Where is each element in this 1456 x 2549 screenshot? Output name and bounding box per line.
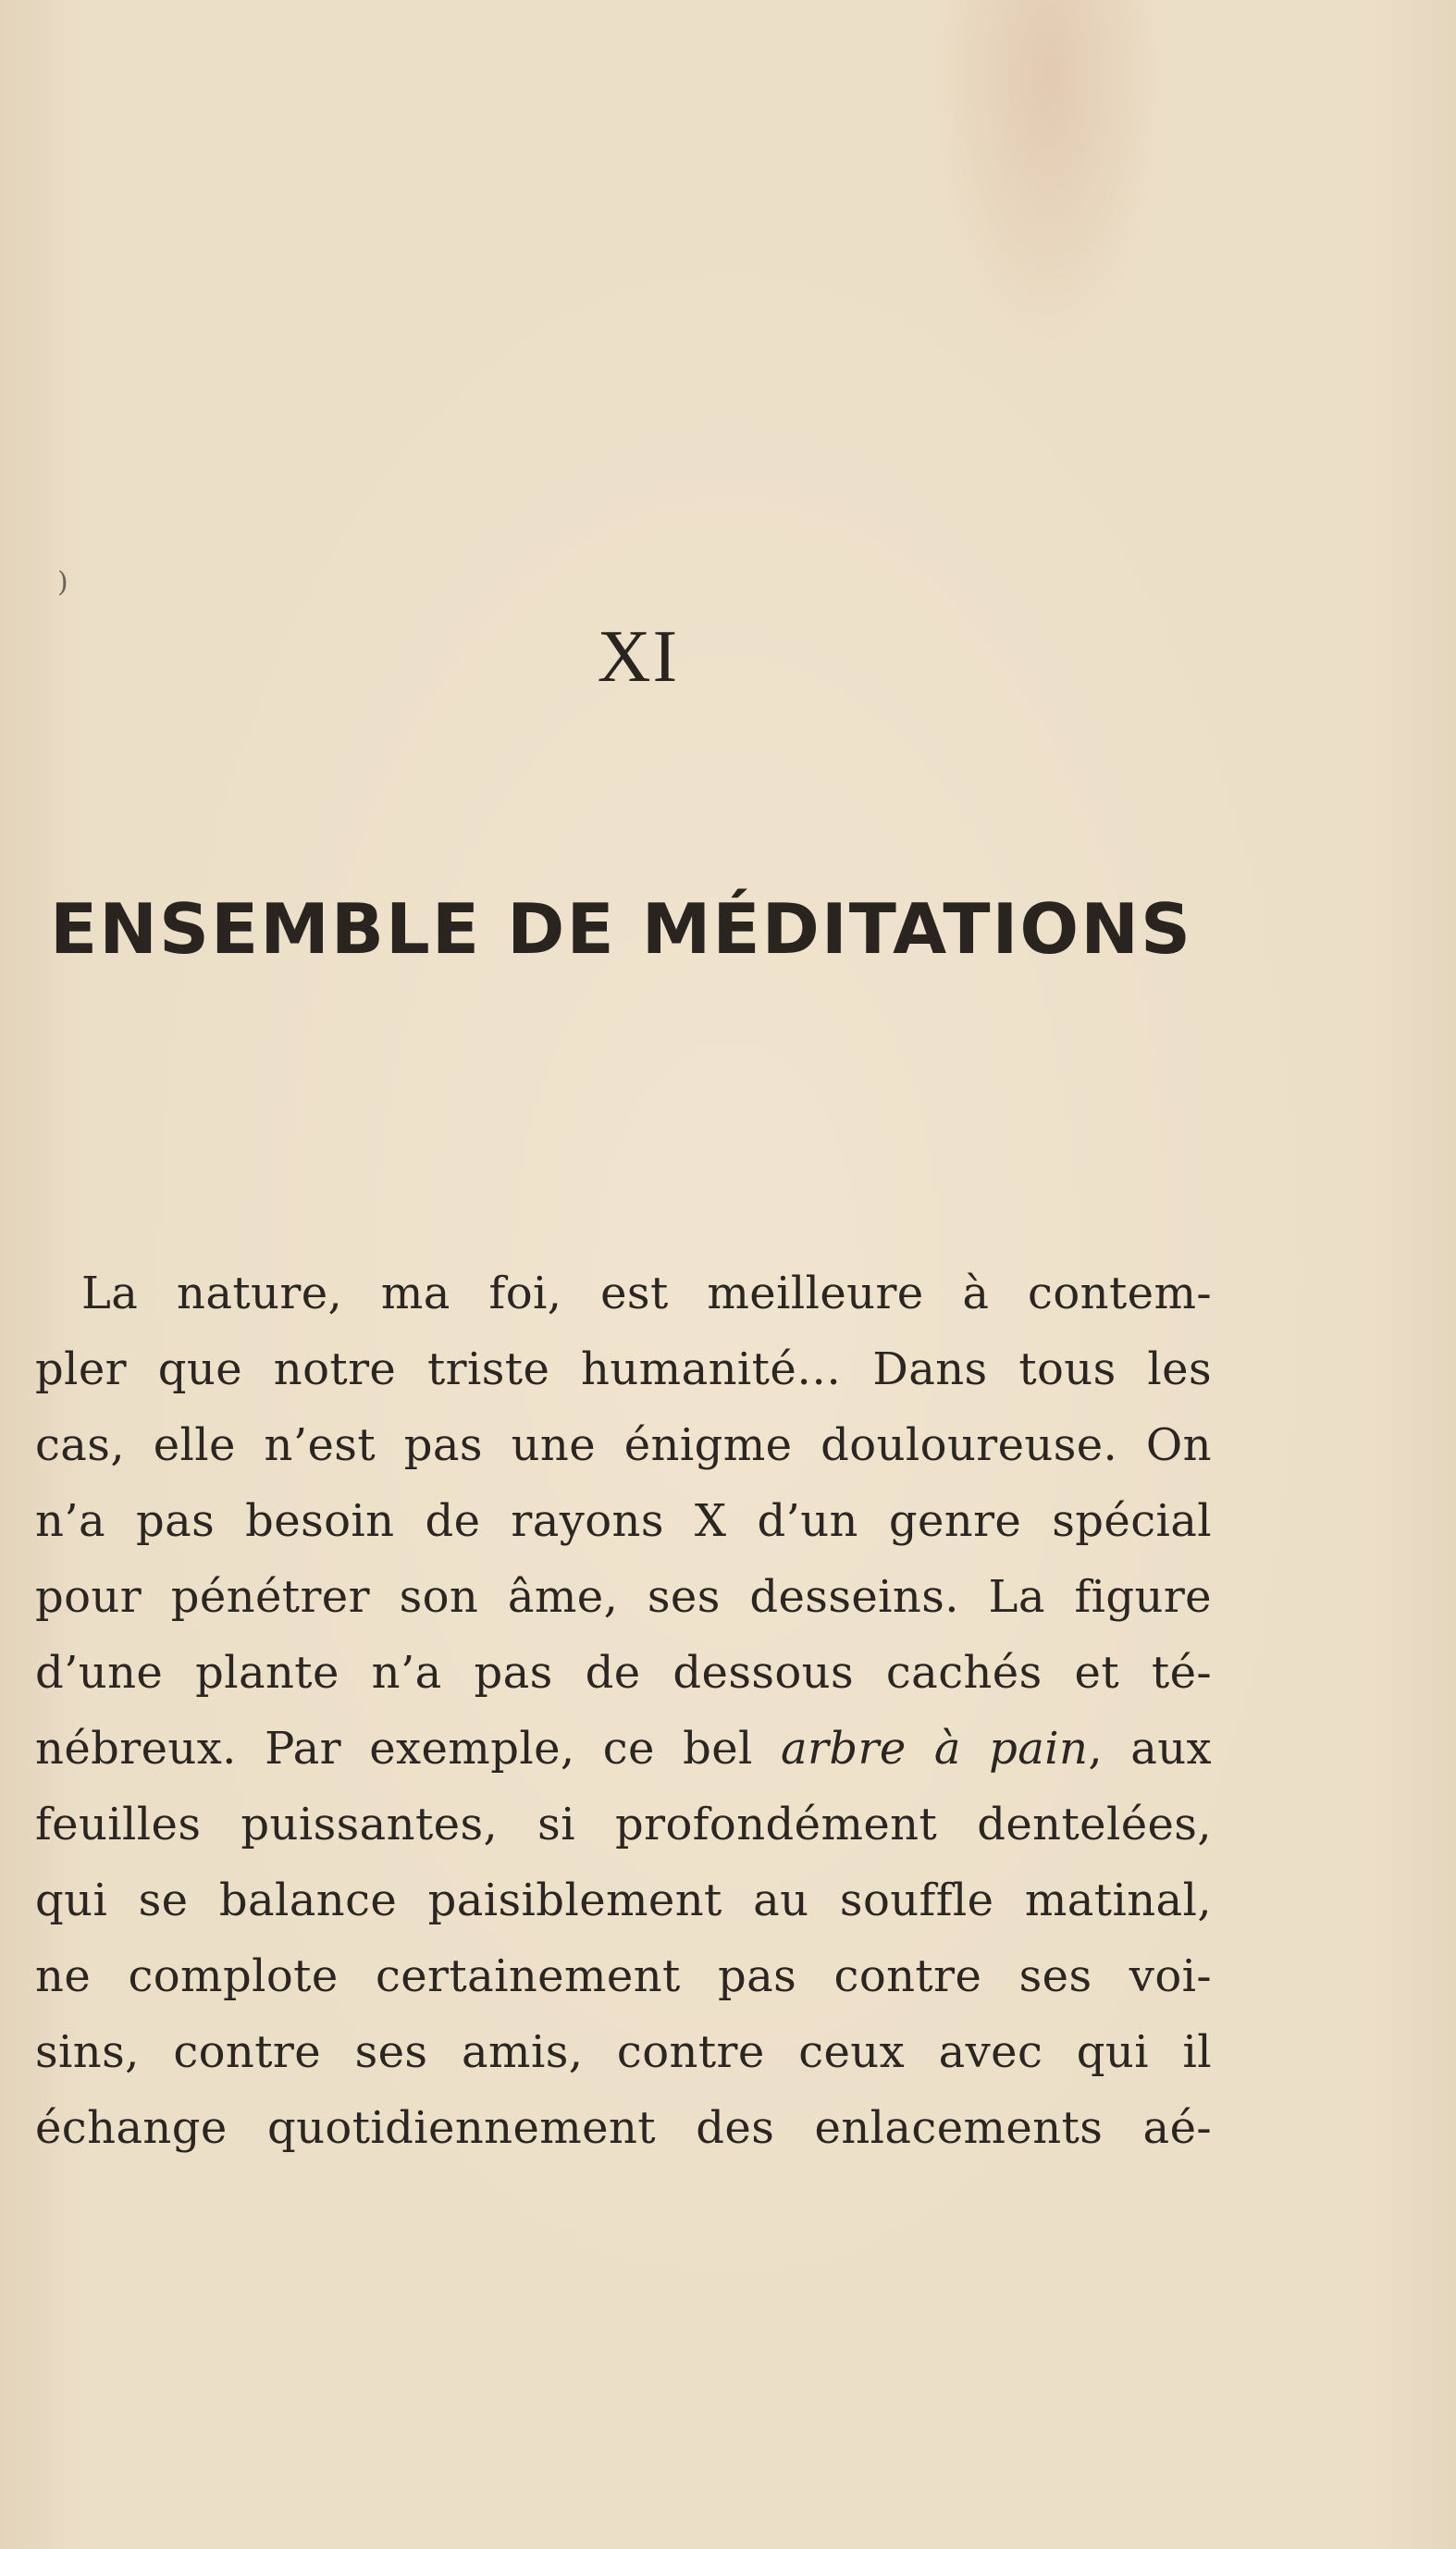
chapter-number: XI xyxy=(597,616,680,698)
italic-phrase: arbre à pain xyxy=(780,1723,1089,1775)
text-line: pler que notre triste humanité… Dans tous les xyxy=(35,1343,1212,1395)
text-line: feuilles puissantes, si profondément dentelées, xyxy=(35,1799,1212,1850)
chapter-title: ENSEMBLE DE MÉDITATIONS xyxy=(50,888,1192,970)
text-line: nébreux. Par exemple, ce bel arbre à pain, aux xyxy=(35,1723,1212,1775)
text-line: n’a pas besoin de rayons X d’un genre spécial xyxy=(35,1495,1212,1547)
text-line: d’une plante n’a pas de dessous cachés et té- xyxy=(35,1647,1212,1699)
text-line: échange quotidiennement des enlacements aé- xyxy=(35,2102,1212,2154)
text-line: cas, elle n’est pas une énigme douloureuse. On xyxy=(35,1419,1212,1471)
text-line: La nature, ma foi, est meilleure à contem- xyxy=(81,1268,1212,1319)
text-line: pour pénétrer son âme, ses desseins. La figure xyxy=(35,1571,1212,1623)
text-line: ne complote certainement pas contre ses voi- xyxy=(35,1950,1212,2002)
text-line: sins, contre ses amis, contre ceux avec qui il xyxy=(35,2026,1212,2078)
margin-mark: ) xyxy=(57,566,68,599)
text-line: qui se balance paisiblement au souffle matinal, xyxy=(35,1875,1212,1926)
